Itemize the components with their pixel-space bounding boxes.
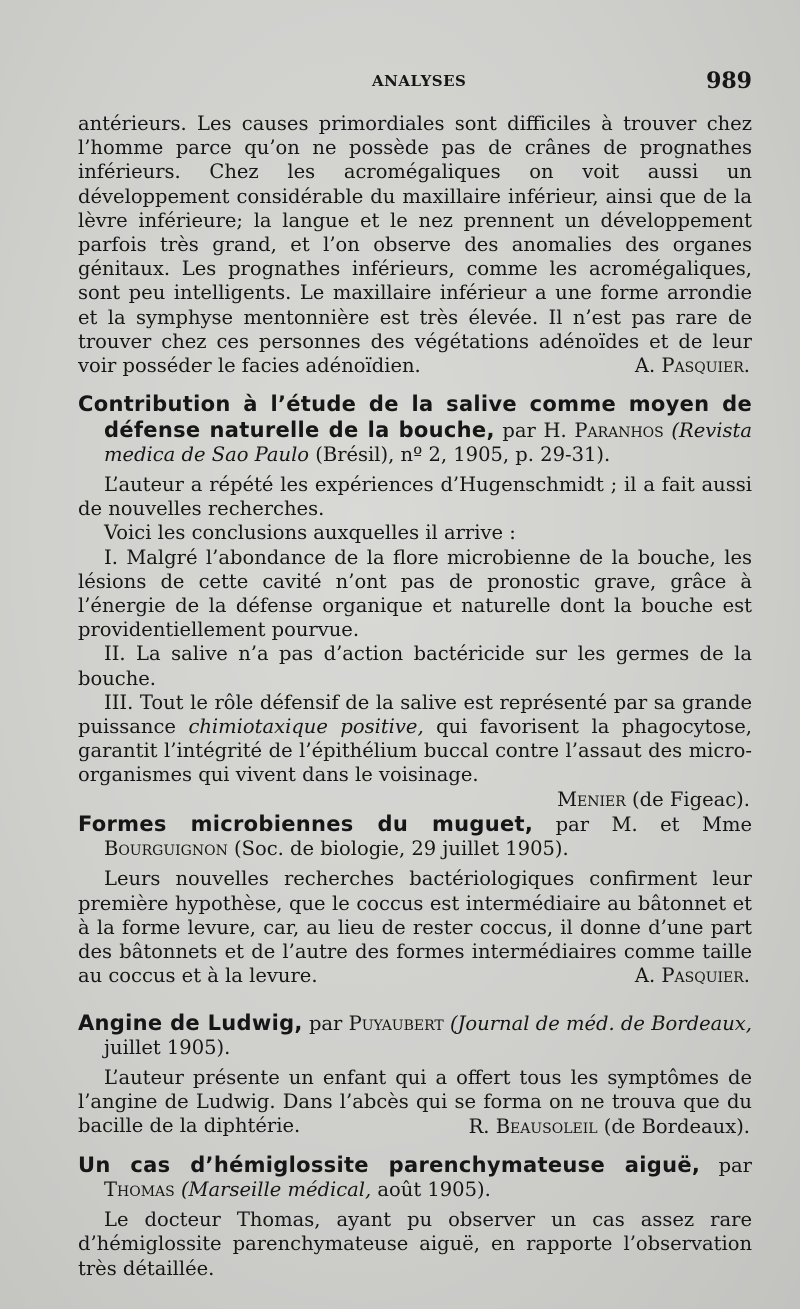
page-body [78, 112, 752, 1281]
article-title: Formes microbiennes du muguet, [78, 811, 534, 836]
paragraph: III. Tout le rôle défensif de la salive est représenté par sa grande puissance chimiotaxique positive, qui favorisent la phagocytose, garantit l’intégrité de l’épithélium buccal contre l’assaut des micro-organismes qui vivent dans le voisinage. [78, 690, 752, 787]
paragraph: Leurs nouvelles recherches bactériologiques confirment leur première hypothèse, que le coccus est intermédiaire au bâtonnet et à la forme levure, car, au lieu de rester coccus, il donne d’une part des bâtonnets et de l’autre des formes intermédiaires comme taille au coccus et à la levure. [78, 867, 752, 988]
article-continuation [78, 112, 752, 378]
article-hemiglossite [78, 1153, 752, 1281]
article-signature: R. Beausoleil (de Bordeaux). [468, 1114, 750, 1138]
article-title: Un cas d’hémiglossite parenchymateuse aiguë, [78, 1152, 701, 1177]
journal-name: (Marseille médical, [180, 1177, 372, 1201]
journal-name: (Revista medica de Sao Paulo [104, 418, 752, 466]
section-title: ANALYSES [372, 72, 467, 90]
article-muguet [78, 812, 752, 989]
journal-name: (Journal de méd. de Bordeaux, [450, 1011, 752, 1035]
article-author: Bourguignon [104, 837, 228, 861]
article-signature: A. Pasquier. [634, 964, 750, 988]
page-number: 989 [706, 68, 752, 94]
paragraph: Voici les conclusions auxquelles il arrive : [104, 521, 516, 545]
reference: juillet 1905). [104, 1035, 231, 1059]
article-title: Contribution à l’étude de la salive comme moyen de défense naturelle de la bouche, [78, 392, 752, 442]
article-signature: Menier (de Figeac). [557, 787, 750, 811]
article-heading: Un cas d’hémiglossite parenchymateuse aiguë, par Thomas (Marseille médical, août 1905). [78, 1152, 752, 1201]
paragraph: I. Malgré l’abondance de la flore microbienne de la bouche, les lésions de cette cavité n’ont pas de pronostic grave, grâce à l’énergie de la défense organique et naturelle dont la bouche est providentiellement pourvue. [78, 545, 752, 642]
article-heading: Contribution à l’étude de la salive comme moyen de défense naturelle de la bouche, par H. Paranhos (Revista medica de Sao Paulo (Brésil), nº 2, 1905, p. 29-31). [78, 392, 752, 466]
reference: (Soc. de biologie, 29 juillet 1905). [234, 837, 569, 861]
article-ludwig [78, 1011, 752, 1139]
article-heading: Formes microbiennes du muguet, par M. et Mme Bourguignon (Soc. de biologie, 29 juillet 1905). [78, 811, 752, 861]
paragraph: L’auteur présente un enfant qui a offert tous les symptômes de l’angine de Ludwig. Dans l’abcès qui se forma on ne trouva que du bacille de la diphtérie. [78, 1065, 752, 1138]
paragraph: Le docteur Thomas, ayant pu observer un cas assez rare d’hémiglossite parenchymateuse aiguë, en rapporte l’observation très détaillée. [78, 1208, 752, 1280]
article-author: Paranhos [574, 418, 664, 442]
article-salive [78, 392, 752, 811]
article-heading: Angine de Ludwig, par Puyaubert (Journal de méd. de Bordeaux, juillet 1905). [78, 1010, 752, 1059]
paragraph: L’auteur a répété les expériences d’Hugenschmidt ; il a fait aussi de nouvelles recherches. [78, 473, 752, 521]
article-signature: A. Pasquier. [634, 354, 750, 378]
article-author: Puyaubert [348, 1011, 444, 1035]
paragraph: antérieurs. Les causes primordiales sont difficiles à trouver chez l’homme parce qu’on ne possède pas de crânes de prognathes inférieurs. Chez les acromégaliques on voit aussi un développement considérable du maxillaire inférieur, ainsi que de la lèvre inférieure; la langue et le nez prennent un développement parfois très grand, et l’on observe des anomalies des organes génitaux. Les prognathes inférieurs, comme les acromégaliques, sont peu intelligents. Le maxillaire inférieur a une forme arrondie et la symphyse mentonnière est très élevée. Il n’est pas rare de trouver chez ces personnes des végétations adénoïdes et de leur voir posséder le facies adénoïdien. [78, 112, 752, 378]
article-author: Thomas [104, 1177, 175, 1201]
article-title: Angine de Ludwig, [78, 1010, 303, 1035]
running-header [0, 70, 800, 98]
reference: (Brésil), nº 2, 1905, p. 29-31). [315, 442, 611, 466]
paragraph: II. La salive n’a pas d’action bactéricide sur les germes de la bouche. [78, 642, 752, 690]
reference: août 1905). [377, 1177, 491, 1201]
